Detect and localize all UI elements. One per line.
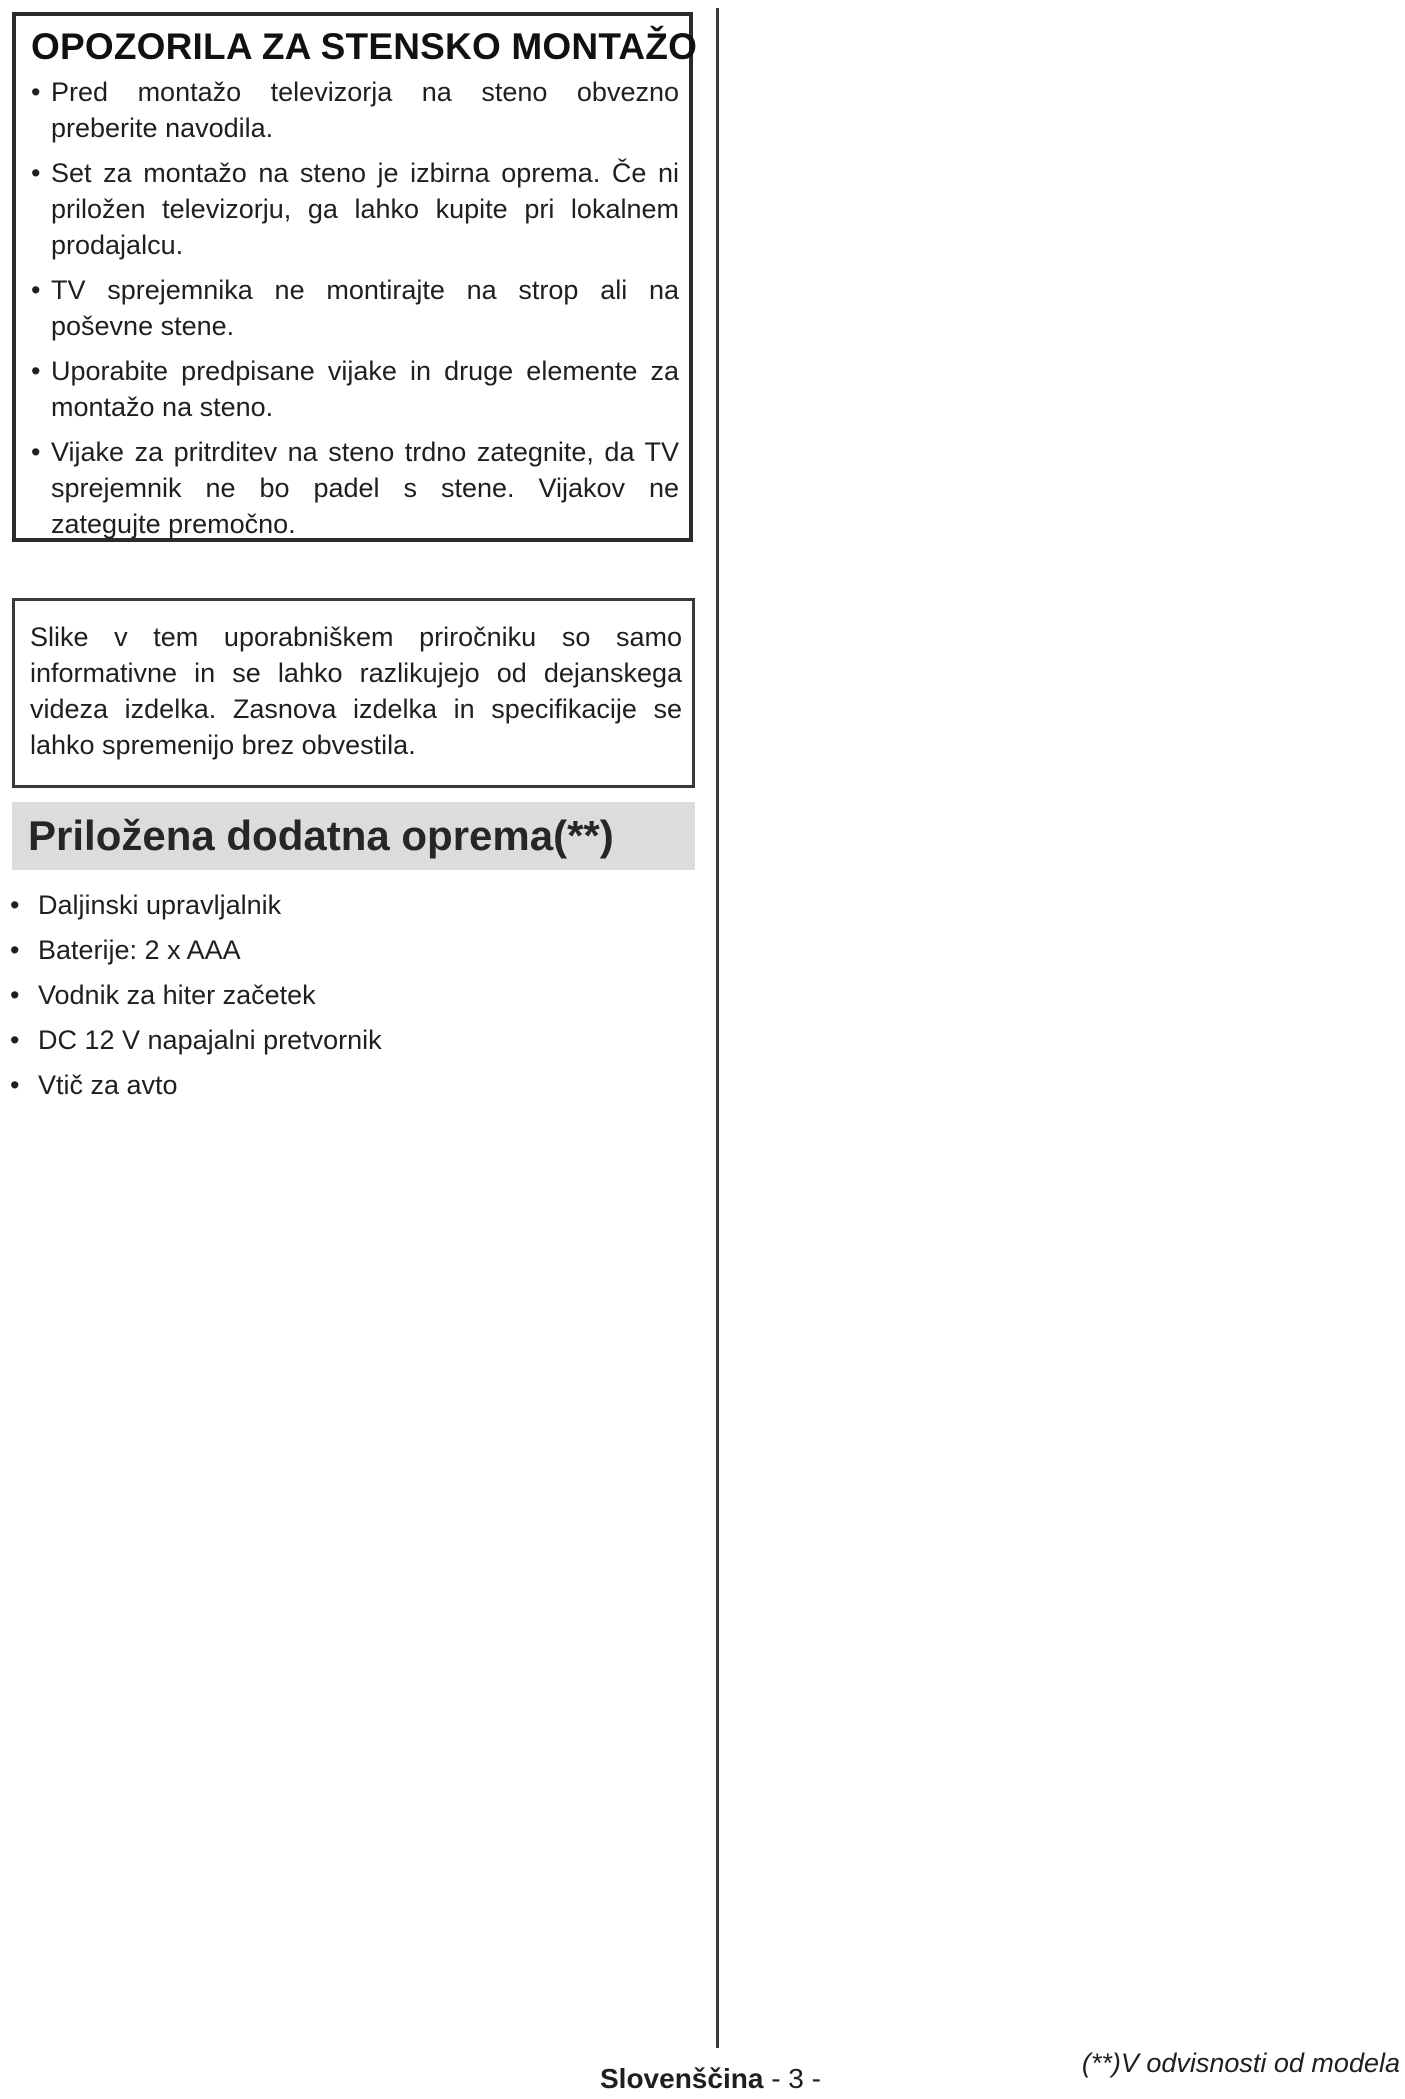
accessory-item: • DC 12 V napajalni pretvornik <box>10 1022 382 1058</box>
accessory-item: • Vodnik za hiter začetek <box>10 977 382 1013</box>
warning-item: • Pred montažo televizorja na steno obvezno preberite navodila. <box>31 74 679 146</box>
accessory-item: • Vtič za avto <box>10 1067 382 1103</box>
page-footer <box>600 2063 821 2095</box>
column-divider <box>716 8 719 2048</box>
bullet-icon: • <box>10 890 20 920</box>
model-footnote: (**)V odvisnosti od modela <box>1081 2048 1400 2078</box>
warning-item: • Set za montažo na steno je izbirna oprema. Če ni priložen televizorju, ga lahko kupite pri lokalnem prodajalcu. <box>31 155 679 263</box>
warning-item: • Vijake za pritrditev na steno trdno zategnite, da TV sprejemnik ne bo padel s stene. Vijakov ne zategujte premočno. <box>31 434 679 542</box>
accessories-heading <box>12 802 695 870</box>
page-number: - 3 - <box>771 2063 821 2094</box>
accessories-list <box>10 887 382 1112</box>
warning-title: OPOZORILA ZA STENSKO MONTAŽO <box>31 26 698 67</box>
warning-list <box>31 74 679 542</box>
warning-item: • Uporabite predpisane vijake in druge elemente za montažo na steno. <box>31 353 679 425</box>
note-text: Slike v tem uporabniškem priročniku so samo informativne in se lahko razlikujejo od dejanskega videza izdelka. Zasnova izdelka in specifikacije se lahko spremenijo brez obvestila. <box>30 622 682 760</box>
bullet-icon: • <box>31 158 41 188</box>
bullet-icon: • <box>10 935 20 965</box>
bullet-icon: • <box>31 77 41 107</box>
accessory-item: • Baterije: 2 x AAA <box>10 932 382 968</box>
bullet-icon: • <box>10 1070 20 1100</box>
bullet-icon: • <box>10 980 20 1010</box>
warning-item: • TV sprejemnika ne montirajte na strop ali na poševne stene. <box>31 272 679 344</box>
bullet-icon: • <box>31 437 41 467</box>
illustration-note-box <box>12 598 695 788</box>
bullet-icon: • <box>31 275 41 305</box>
bullet-icon: • <box>31 356 41 386</box>
footer-language: Slovenščina <box>600 2063 764 2094</box>
wall-mount-warning-box <box>12 12 698 542</box>
accessory-item: • Daljinski upravljalnik <box>10 887 382 923</box>
accessories-heading-text: Priložena dodatna oprema(**) <box>28 812 614 859</box>
bullet-icon: • <box>10 1025 20 1055</box>
